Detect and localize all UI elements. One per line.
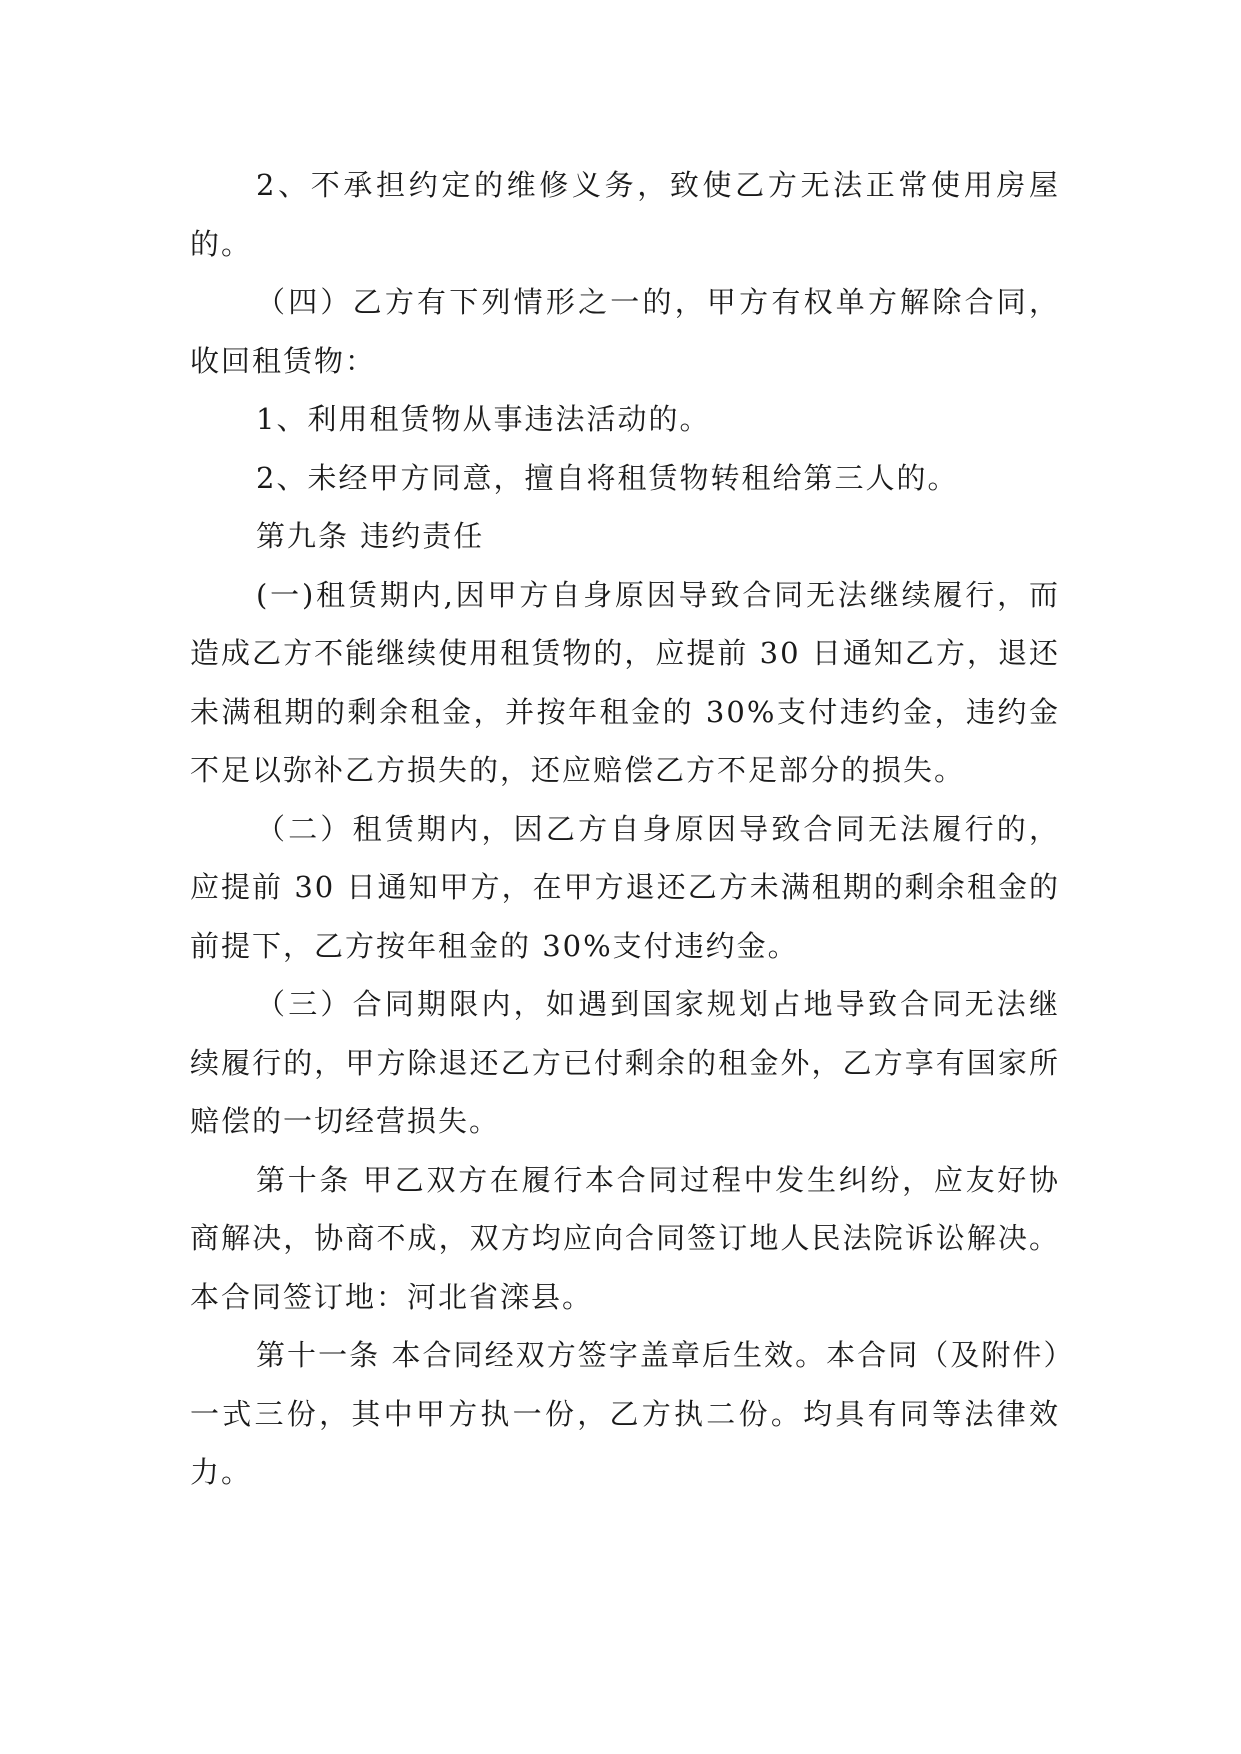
paragraph-sublease: 2、未经甲方同意，擅自将租赁物转租给第三人的。 [256,460,959,495]
article-10-dispute: 第十条 甲乙双方在履行本合同过程中发生纠纷，应友好协商解决，协商不成，双方均应向合同签订地人民法院诉讼解决。本合同签订地：河北省滦县。 [190,1162,1060,1314]
paragraph-breach-tenant: （二）租赁期内，因乙方自身原因导致合同无法履行的，应提前 30 日通知甲方，在甲方退还乙方未满租期的剩余租金的前提下，乙方按年租金的 30%支付违约金。 [190,811,1060,963]
document-body [190,156,1060,1502]
paragraph-breach-landlord: (一)租赁期内,因甲方自身原因导致合同无法继续履行，而造成乙方不能继续使用租赁物的，应提前 30 日通知乙方，退还未满租期的剩余租金，并按年租金的 30%支付违约金，违约金不足以弥补乙方损失的，还应赔偿乙方不足部分的损失。 [190,577,1060,787]
paragraph-state-planning: （三）合同期限内，如遇到国家规划占地导致合同无法继续履行的，甲方除退还乙方已付剩余的租金外，乙方享有国家所赔偿的一切经营损失。 [190,987,1060,1138]
article-11-effect: 第十一条 本合同经双方签字盖章后生效。本合同（及附件）一式三份，其中甲方执一份，乙方执二份。均具有同等法律效力。 [190,1338,1060,1489]
paragraph-maintenance-duty: 2、不承担约定的维修义务，致使乙方无法正常使用房屋的。 [190,168,1060,261]
article-9-heading: 第九条 违约责任 [256,519,485,553]
paragraph-termination-clause-4: （四）乙方有下列情形之一的，甲方有权单方解除合同，收回租赁物： [190,285,1060,378]
paragraph-illegal-use: 1、利用租赁物从事违法活动的。 [256,402,711,436]
